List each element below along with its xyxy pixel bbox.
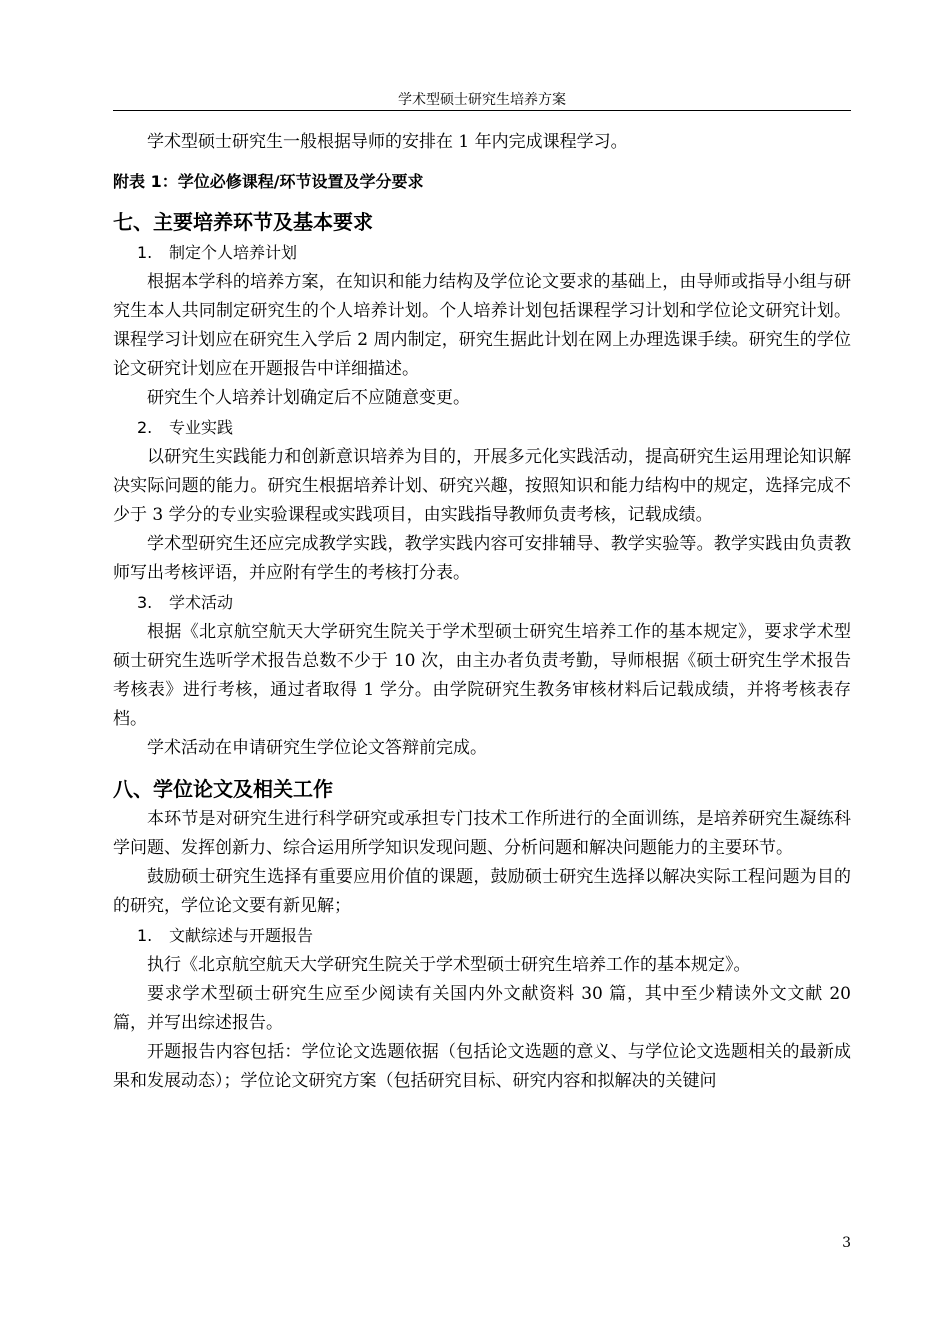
- subsection-heading: [113, 921, 851, 951]
- subsection-heading: [113, 588, 851, 618]
- page-body: [113, 128, 851, 1096]
- subsection-number: 2.: [137, 418, 153, 437]
- subsection-heading: [113, 238, 851, 268]
- subsection-title: 制定个人培养计划: [169, 243, 298, 262]
- subsection-heading: [113, 413, 851, 443]
- section-heading-7: 七、主要培养环节及基本要求: [113, 210, 373, 234]
- paragraph: 鼓励硕士研究生选择有重要应用价值的课题，鼓励硕士研究生选择以解决实际工程问题为目的的研究，学位论文要有新见解；: [113, 867, 851, 916]
- subsection-number: 1.: [137, 926, 153, 945]
- paragraph: 根据《北京航空航天大学研究生院关于学术型硕士研究生培养工作的基本规定》，要求学术型硕士研究生选听学术报告总数不少于 10 次，由主办者负责考勤，导师根据《硕士研究生学术报告考核表》进行考核，通过者取得 1 学分。由学院研究生教务审核材料后记载成绩，并将考核表存档。: [113, 622, 851, 729]
- paragraph: 要求学术型硕士研究生应至少阅读有关国内外文献资料 30 篇，其中至少精读外文文献 20 篇，并写出综述报告。: [113, 984, 851, 1033]
- paragraph: 开题报告内容包括：学位论文选题依据（包括论文选题的意义、与学位论文选题相关的最新成果和发展动态）；学位论文研究方案（包括研究目标、研究内容和拟解决的关键问: [113, 1042, 851, 1091]
- paragraph: 研究生个人培养计划确定后不应随意变更。: [147, 388, 470, 408]
- paragraph: 以研究生实践能力和创新意识培养为目的，开展多元化实践活动，提高研究生运用理论知识解决实际问题的能力。研究生根据培养计划、研究兴趣，按照知识和能力结构中的规定，选择完成不少于 3 学分的专业实验课程或实践项目，由实践指导教师负责考核，记载成绩。: [113, 447, 851, 525]
- subsection-title: 专业实践: [169, 418, 234, 437]
- annex-title: 附表 1：学位必修课程/环节设置及学分要求: [113, 172, 424, 191]
- header-divider: [113, 110, 851, 111]
- paragraph: 本环节是对研究生进行科学研究或承担专门技术工作所进行的全面训练，是培养研究生凝练科学问题、发挥创新力、综合运用所学知识发现问题、分析问题和解决问题能力的主要环节。: [113, 809, 851, 858]
- running-header: 学术型硕士研究生培养方案: [398, 92, 566, 108]
- paragraph: 执行《北京航空航天大学研究生院关于学术型硕士研究生培养工作的基本规定》。: [147, 955, 751, 975]
- subsection-number: 3.: [137, 593, 153, 612]
- paragraph: 学术型研究生还应完成教学实践，教学实践内容可安排辅导、教学实验等。教学实践由负责教师写出考核评语，并应附有学生的考核打分表。: [113, 534, 851, 583]
- subsection-number: 1.: [137, 243, 153, 262]
- subsection-title: 文献综述与开题报告: [169, 926, 314, 945]
- page-number: 3: [842, 1235, 851, 1251]
- section-heading-8: 八、学位论文及相关工作: [113, 777, 333, 801]
- paragraph: 学术活动在申请研究生学位论文答辩前完成。: [147, 738, 487, 758]
- subsection-title: 学术活动: [169, 593, 234, 612]
- intro-paragraph: 学术型硕士研究生一般根据导师的安排在 1 年内完成课程学习。: [147, 132, 628, 152]
- paragraph: 根据本学科的培养方案，在知识和能力结构及学位论文要求的基础上，由导师或指导小组与研究生本人共同制定研究生的个人培养计划。个人培养计划包括课程学习计划和学位论文研究计划。课程学习计划应在研究生入学后 2 周内制定，研究生据此计划在网上办理选课手续。研究生的学位论文研究计划应在开题报告中详细描述。: [113, 272, 851, 379]
